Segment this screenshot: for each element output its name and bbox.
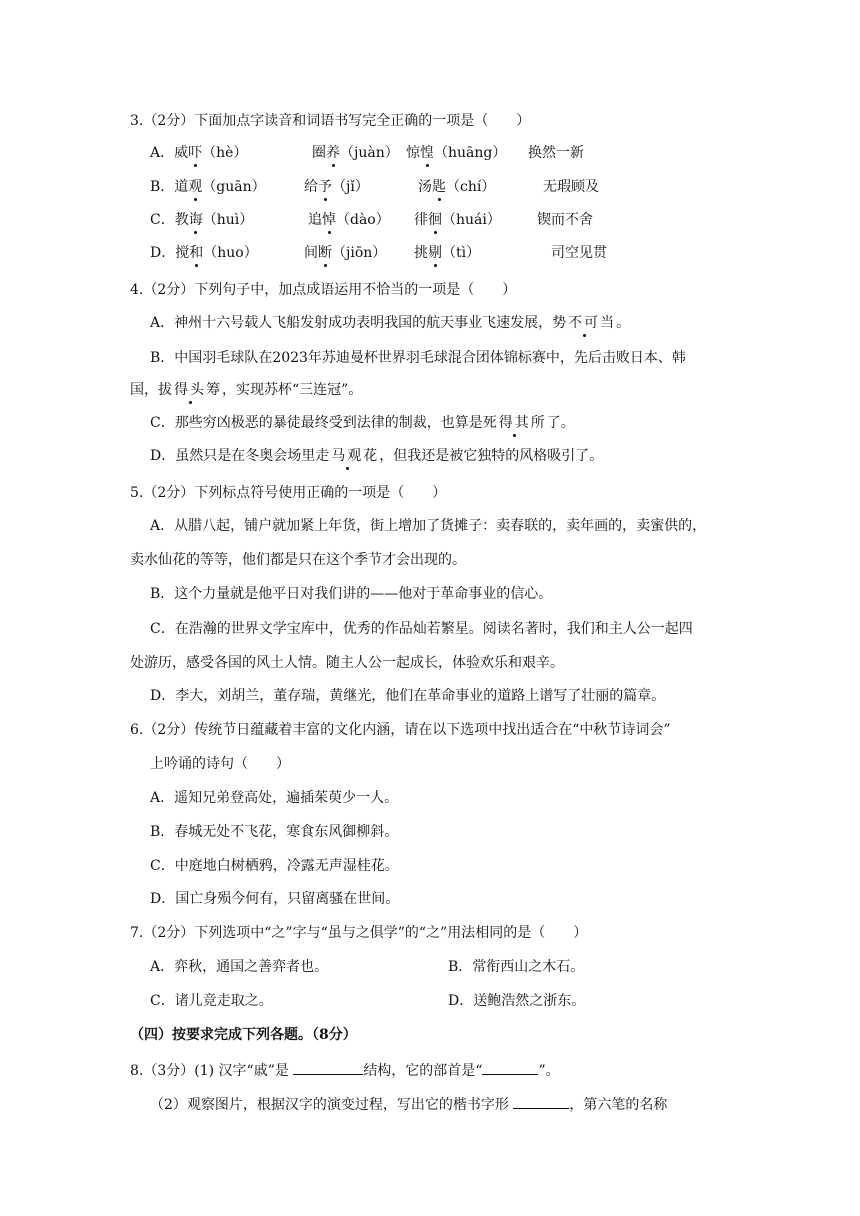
q5-option-d: D．李大，刘胡兰，董存瑞，黄继光，他们在革命事业的道路上谱写了壮丽的篇章。 [150, 688, 666, 704]
q4-option-d: D．虽然只是在冬奥会场里走马观花，但我还是被它独特的风格吸引了。 [150, 448, 604, 464]
q3-option-a-4: 换然一新 [528, 145, 584, 161]
q6-option-b: B．春城无处不飞花，寒食东风御柳斜。 [150, 824, 399, 840]
q6-stem: 6.（2分）传统节日蕴藏着丰富的文化内涵，请在以下选项中找出适合在“中秋节诗词会” [130, 722, 671, 738]
answer-blank-radical[interactable] [482, 1059, 538, 1075]
q3-option-c-4: 锲而不舍 [537, 212, 593, 228]
q6-option-d: D．国亡身殒今何有，只留离骚在世间。 [150, 891, 400, 907]
q7-option-a: A．弈秋，通国之善弈者也。 [150, 959, 329, 975]
q7-option-d: D．送鲍浩然之浙东。 [448, 993, 586, 1009]
q3-stem: 3.（2分）下面加点字读音和词语书写完全正确的一项是（ ） [130, 113, 531, 129]
q4-option-b: B．中国羽毛球队在2023年苏迪曼杯世界羽毛球混合团体锦标赛中，先后击败日本、韩 [150, 350, 686, 366]
q4-stem: 4.（2分）下列句子中，加点成语运用不恰当的一项是（ ） [130, 282, 517, 298]
answer-blank-structure[interactable] [293, 1059, 363, 1075]
q3-option-b: B．道观（guān） [150, 179, 266, 195]
q3-option-d: D．搅和（huo） [150, 245, 258, 261]
q5-option-c-cont: 处游历，感受各国的风土人情。随主人公一起成长，体验欢乐和艰辛。 [130, 655, 564, 671]
q8-line2: （2）观察图片，根据汉字的演变过程，写出它的楷书字形 ，第六笔的名称 [150, 1093, 667, 1115]
q5-stem: 5.（2分）下列标点符号使用正确的一项是（ ） [130, 485, 447, 501]
q3-option-c-2: 追悼（dào） [308, 212, 390, 228]
q7-option-c: C．诸儿竞走取之。 [150, 993, 273, 1009]
q4-option-a: A．神州十六号载人飞船发射成功表明我国的航天事业飞速发展，势不可当。 [150, 315, 631, 331]
q3-option-d-2: 间断（jiōn） [304, 245, 387, 261]
q3-option-a: A．威吓（hè） [150, 145, 248, 161]
q7-stem: 7.（2分）下列选项中“之”字与“虽与之俱学”的“之”用法相同的是（ ） [130, 925, 588, 941]
q3-option-d-4: 司空见贯 [551, 245, 607, 261]
answer-blank-kaishu[interactable] [513, 1093, 569, 1109]
q8-line1: 8.（3分）(1) 汉字“戚”是 结构，它的部首是“ ”。 [130, 1059, 560, 1081]
q3-option-b-4: 无瑕顾及 [543, 179, 599, 195]
q7-option-b: B．常衔西山之木石。 [448, 959, 585, 975]
q4-option-c: C．那些穷凶极恶的暴徒最终受到法律的制裁，也算是死得其所了。 [150, 415, 575, 431]
q3-option-b-3: 汤匙（chí） [418, 179, 496, 195]
q5-option-a: A．从腊八起，铺户就加紧上年货，街上增加了货摊子：卖春联的，卖年画的，卖蜜供的， [150, 518, 707, 534]
q3-option-d-3: 挑剔（tì） [414, 245, 481, 261]
q5-option-b: B．这个力量就是他平日对我们讲的——他对于革命事业的信心。 [150, 586, 553, 602]
q3-option-b-2: 给予（jǐ） [304, 179, 369, 195]
q5-option-a-cont: 卖水仙花的等等，他们都是只在这个季节才会出现的。 [130, 552, 466, 568]
section-heading: （四）按要求完成下列各题。（8分） [130, 1027, 357, 1043]
q3-option-a-3: 惊惶（huāng） [406, 145, 507, 161]
q6-stem-cont: 上吟诵的诗句（ ） [150, 756, 290, 772]
q3-option-c-3: 徘徊（huái） [414, 212, 501, 228]
q6-option-a: A．遥知兄弟登高处，遍插茱萸少一人。 [150, 790, 399, 806]
q3-option-c: C．教诲（huì） [150, 212, 254, 228]
q4-option-b-cont: 国，拔得头筹，实现苏杯“三连冠”。 [130, 382, 363, 398]
q5-option-c: C．在浩瀚的世界文学宝库中，优秀的作品灿若繁星。阅读名著时，我们和主人公一起四 [150, 621, 693, 637]
q3-option-a-2: 圈养（juàn） [312, 145, 399, 161]
q6-option-c: C．中庭地白树栖鸦，冷露无声湿桂花。 [150, 858, 399, 874]
